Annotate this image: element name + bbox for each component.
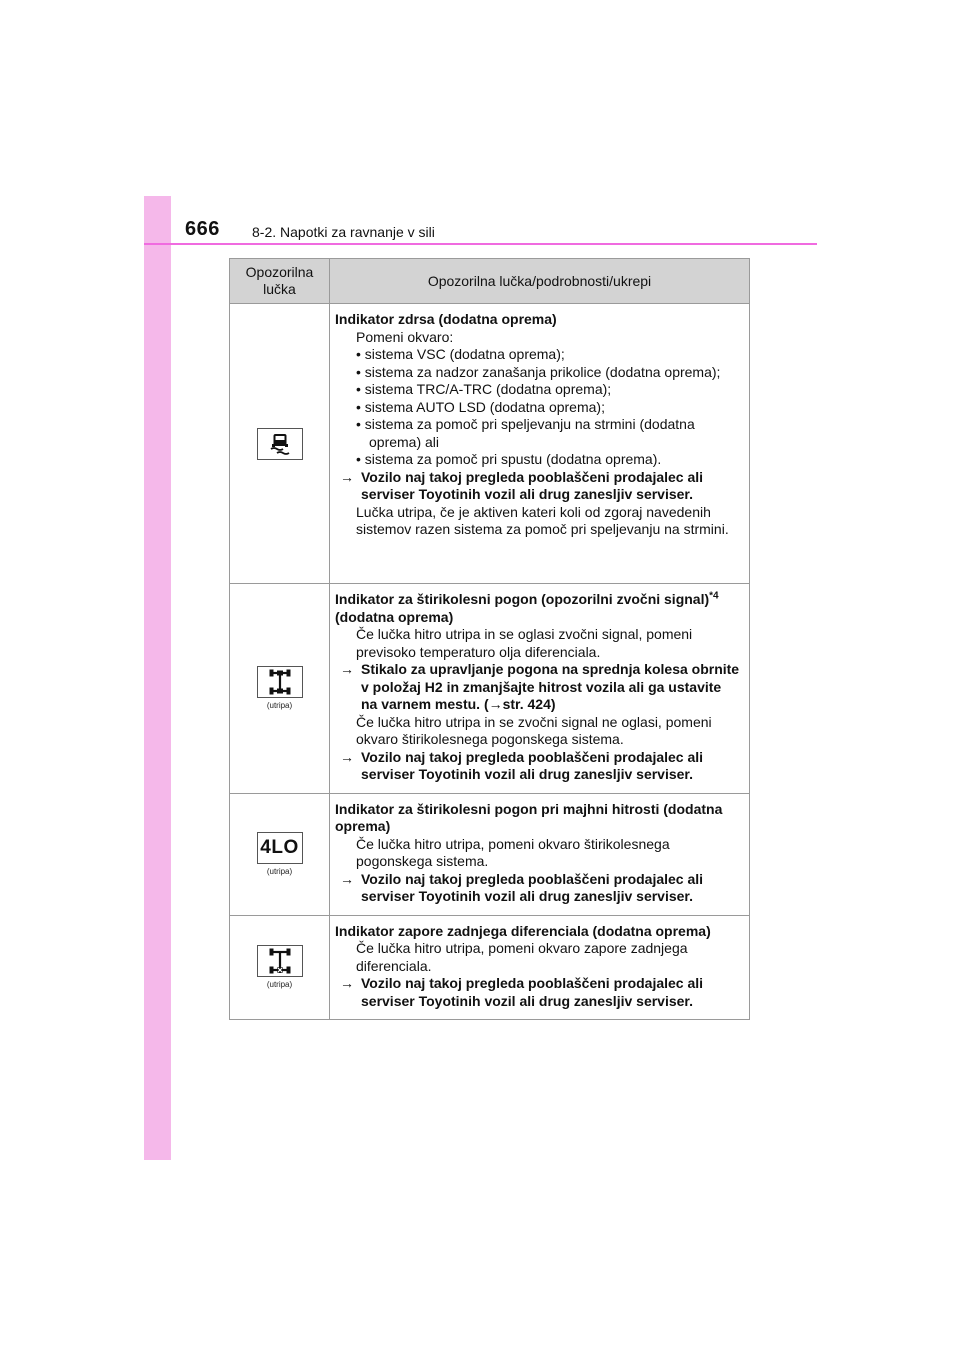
icon-caption: (utripa)	[266, 979, 293, 989]
bullet-item: • sistema za pomoč pri spustu (dodatna oprema).	[356, 451, 662, 467]
side-tab-strip	[144, 196, 171, 1160]
warning-lights-table	[229, 258, 750, 1020]
action-item: → Vozilo naj takoj pregleda pooblaščeni prodajalec ali serviser Toyotinih vozil ali drug zanesljiv serviser.	[335, 871, 741, 906]
rear-differential-lock-icon	[257, 945, 303, 977]
table-row	[230, 304, 750, 584]
action-item: → Vozilo naj takoj pregleda pooblaščeni prodajalec ali serviser Toyotinih vozil ali drug zanesljiv serviser.	[335, 975, 741, 1010]
arrow-icon: →	[340, 870, 354, 887]
arrow-icon: →	[340, 661, 354, 677]
arrow-icon: →	[340, 748, 354, 765]
footnote-marker: *4	[709, 590, 719, 602]
arrow-icon: →	[340, 468, 354, 485]
action-item: → Vozilo naj takoj pregleda pooblaščeni prodajalec ali serviser Toyotinih vozil ali drug zanesljiv serviser.	[335, 469, 741, 504]
section-title: 8-2. Napotki za ravnanje v sili	[252, 224, 435, 240]
header-rule	[144, 243, 817, 245]
bullet-item: • sistema VSC (dodatna oprema);	[356, 346, 565, 362]
action-item: → Vozilo naj takoj pregleda pooblaščeni prodajalec ali serviser Toyotinih vozil ali drug zanesljiv serviser.	[335, 749, 741, 784]
details-cell	[330, 915, 750, 1020]
table-row	[230, 584, 750, 794]
table-row	[230, 793, 750, 915]
slip-indicator-icon	[257, 428, 303, 460]
text-line: Če lučka hitro utripa, pomeni okvaro zapore zadnjega diferenciala.	[356, 940, 688, 974]
icon-cell	[230, 584, 330, 794]
text-line: Če lučka hitro utripa in se oglasi zvočni signal, pomeni previsoko temperaturo olja diferenciala.	[356, 626, 693, 660]
icon-caption: (utripa)	[266, 700, 293, 710]
action-item: → Stikalo za upravljanje pogona na sprednja kolesa obrnite v položaj H2 in zmanjšajte hitrost vozila ali ga ustavite na varnem mestu. (→str. 424)	[335, 661, 741, 714]
details-cell	[330, 584, 750, 794]
4lo-indicator-icon: 4LO	[257, 832, 303, 864]
indicator-title: Indikator zdrsa (dodatna oprema)	[335, 311, 557, 327]
indicator-title: Indikator zapore zadnjega diferenciala (dodatna oprema)	[335, 922, 711, 939]
column-header-details: Opozorilna lučka/podrobnosti/ukrepi	[330, 259, 750, 304]
table-header-row	[230, 259, 750, 304]
icon-caption: (utripa)	[266, 866, 293, 876]
text-line: Pomeni okvaro:	[356, 328, 454, 345]
details-cell	[330, 793, 750, 915]
bullet-item: • sistema za pomoč pri speljevanju na strmini (dodatna oprema) ali	[356, 416, 695, 450]
icon-cell	[230, 793, 330, 915]
bullet-item: • sistema za nadzor zanašanja prikolice (dodatna oprema);	[356, 363, 721, 380]
bullet-item: • sistema AUTO LSD (dodatna oprema);	[356, 398, 605, 415]
icon-cell	[230, 915, 330, 1020]
indicator-title: Indikator za štirikolesni pogon (opozorilni zvočni signal)$^{*4}$ (dodatna oprema)	[335, 590, 719, 625]
bullet-item: • sistema TRC/A-TRC (dodatna oprema);	[356, 381, 612, 397]
text-line: Če lučka hitro utripa in se zvočni signal ne oglasi, pomeni okvaro štirikolesnega pogonskega sistema.	[356, 713, 712, 747]
arrow-icon: →	[340, 975, 354, 991]
text-line: Če lučka hitro utripa, pomeni okvaro štirikolesnega pogonskega sistema.	[356, 835, 670, 869]
text-line: Lučka utripa, če je aktiven kateri koli od zgoraj navedenih sistemov razen sistema za pomoč pri speljevanju na strmini.	[356, 503, 729, 537]
four-wheel-drive-icon	[257, 666, 303, 698]
column-header-lamp: Opozorilna lučka	[230, 259, 330, 304]
icon-cell	[230, 304, 330, 584]
page-number: 666	[185, 218, 220, 240]
details-cell	[330, 304, 750, 584]
indicator-title: Indikator za štirikolesni pogon pri majhni hitrosti (dodatna oprema)	[335, 800, 723, 834]
table-row	[230, 915, 750, 1020]
